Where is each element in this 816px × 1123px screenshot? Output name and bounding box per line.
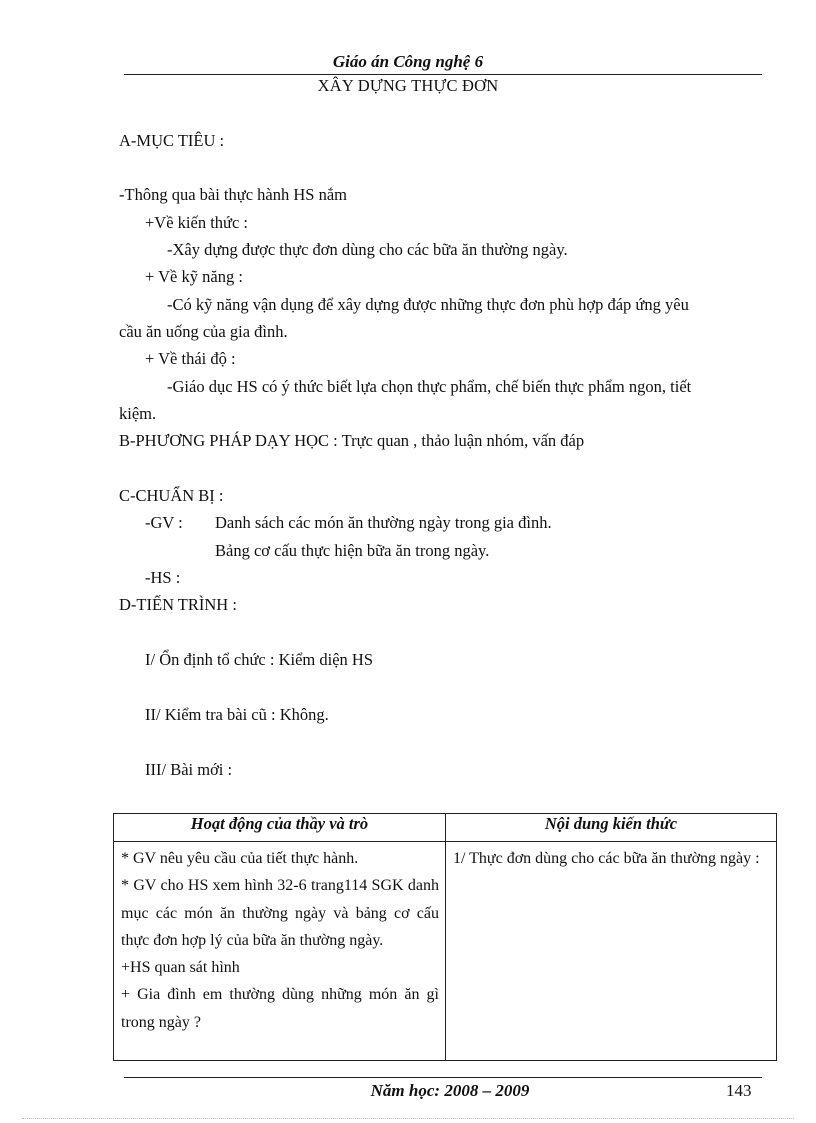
gv-item-1: Danh sách các món ăn thường ngày trong gia đình. [215,513,552,532]
knowledge-label: +Về kiến thức : [145,213,249,232]
header-subject: Giáo án Công nghệ 6 [332,52,484,71]
attitude-label: + Về thái độ : [145,349,236,368]
activity-line-1: * GV nêu yêu cầu của tiết thực hành. [121,850,359,867]
step-3: III/ Bài mới : [145,760,233,779]
section-c-heading: C-CHUẨN BỊ : [119,486,224,505]
header-rule [124,74,762,75]
step-2: II/ Kiểm tra bài cũ : Không. [145,705,329,724]
knowledge-text: -Xây dựng được thực đơn dùng cho các bữa ăn thường ngày. [167,240,568,259]
gv-label: -GV : [145,513,183,532]
section-a-intro: -Thông qua bài thực hành HS nắm [119,185,347,204]
col-left-header: Hoạt động của thầy và trò [114,814,446,842]
lesson-title: XÂY DỰNG THỰC ĐƠN [317,76,499,95]
gv-item-2: Bảng cơ cấu thực hiện bữa ăn trong ngày. [215,541,490,560]
content-text: 1/ Thực đơn dùng cho các bữa ăn thường ngày : [453,850,760,867]
skill-label: + Về kỹ năng : [145,267,243,286]
table-row [114,842,777,1061]
col-right-header: Nội dung kiến thức [446,814,777,842]
activity-line-3: +HS quan sát hình [121,959,240,977]
hs-label: -HS : [145,568,181,587]
footer-school-year: Năm học: 2008 – 2009 [370,1081,530,1100]
activity-line-2: * GV cho HS xem hình 32-6 trang114 SGK danh mục các món ăn thường ngày và bảng cơ cấu thực đơn hợp lý của bữa ăn thường ngày. [121,877,439,949]
footer-rule [124,1077,762,1078]
activity-cell [114,842,446,1061]
skill-text-line-2: cầu ăn uống của gia đình. [119,322,288,341]
attitude-text-line-2: kiệm. [119,404,157,423]
page-number: 143 [726,1081,752,1100]
activity-line-4: + Gia đình em thường dùng những món ăn gì trong ngày ? [121,986,439,1031]
attitude-text-line-1: -Giáo dục HS có ý thức biết lựa chọn thực phẩm, chế biến thực phẩm ngon, tiết [167,377,692,396]
section-d-heading: D-TIẾN TRÌNH : [119,595,237,614]
content-cell [446,842,777,1061]
section-b-heading: B-PHƯƠNG PHÁP DẠY HỌC : Trực quan , thảo luận nhóm, vấn đáp [119,431,585,450]
step-1: I/ Ổn định tổ chức : Kiểm diện HS [145,650,373,669]
skill-text-line-1: -Có kỹ năng vận dụng để xây dựng được những thực đơn phù hợp đáp ứng yêu [167,295,689,314]
section-a-heading: A-MỤC TIÊU : [119,131,225,150]
lesson-table [113,813,777,1061]
page-edge-dots [22,1118,794,1119]
table-header-row [114,814,777,842]
